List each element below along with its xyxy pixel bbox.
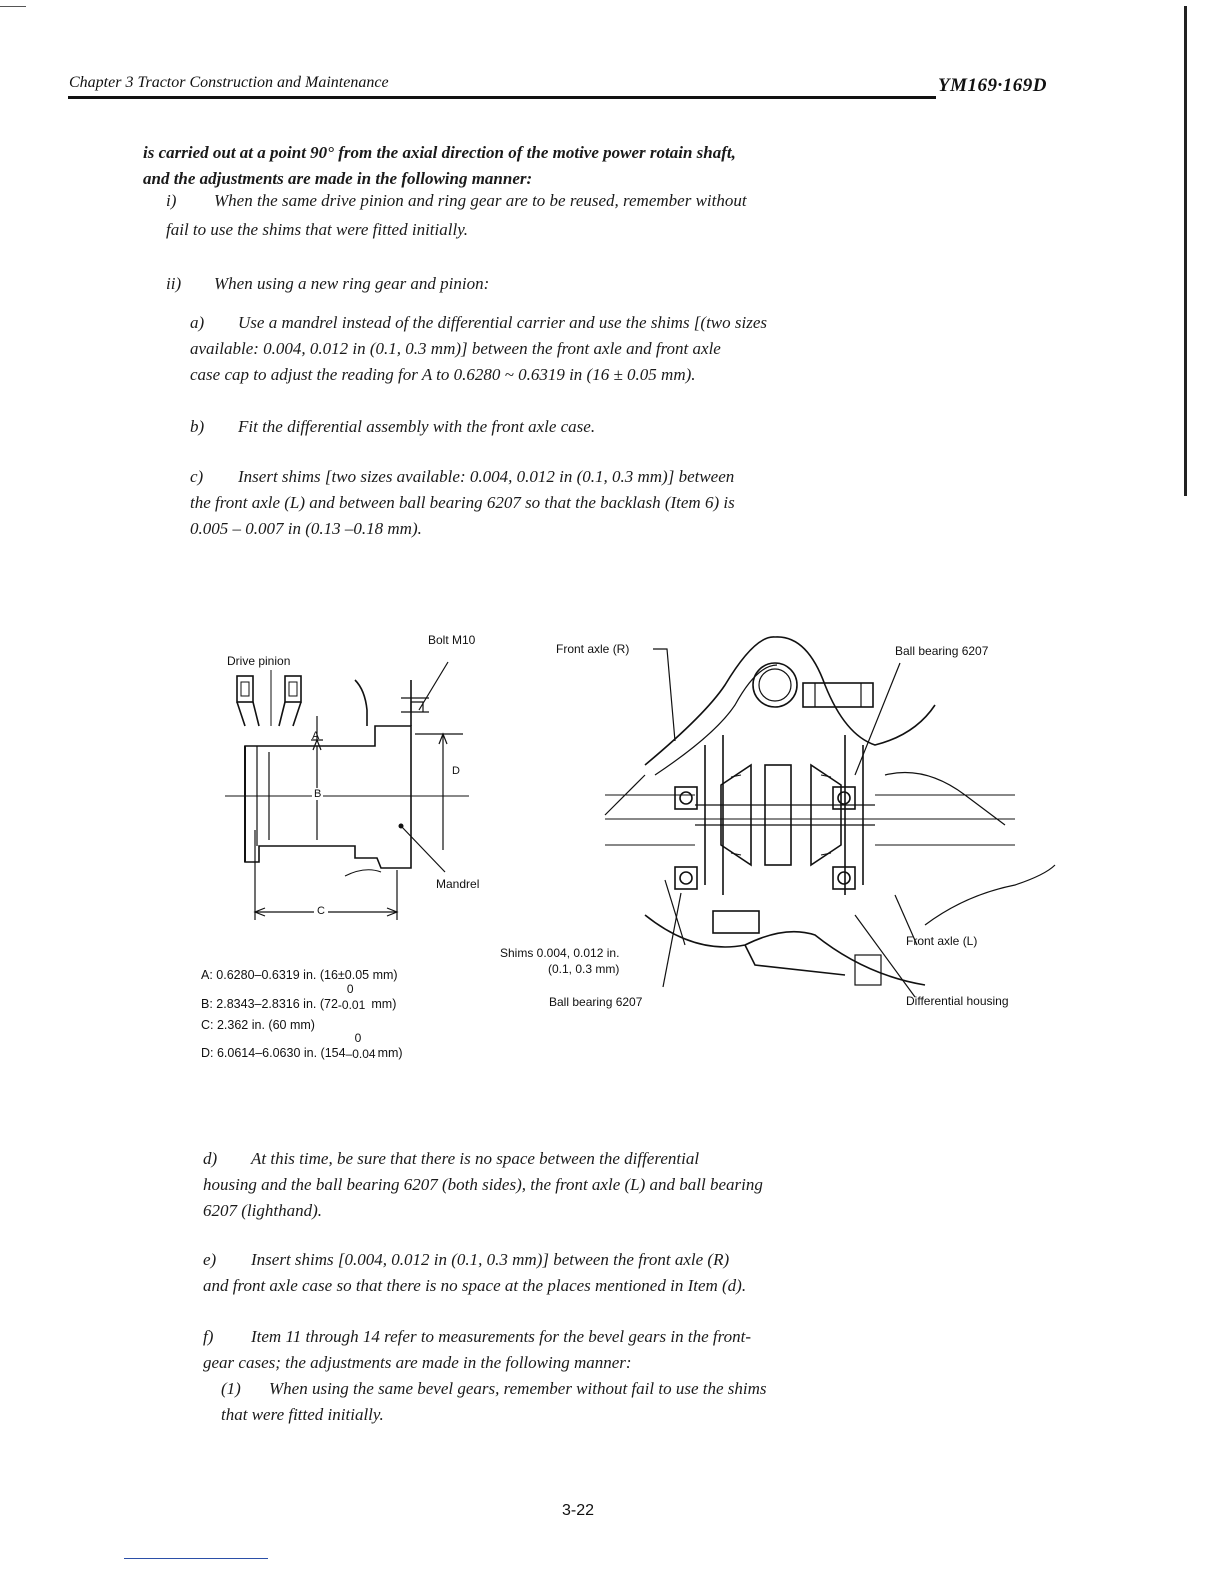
spec-b-main: B: 2.8343–2.8316 in. (72: [201, 997, 338, 1011]
lower-bolt: [713, 911, 759, 933]
differential-housing-label: Differential housing: [906, 994, 1009, 1008]
item-1-marker: (1): [221, 1379, 241, 1398]
item-e: [203, 1247, 883, 1299]
intro-paragraph: [143, 140, 903, 192]
item-c-line-1: Insert shims [two sizes available: 0.004, 0.012 in (0.1, 0.3 mm)] between: [238, 467, 735, 486]
spec-d-tol-bottom: –0.04: [345, 1047, 376, 1061]
side-gear-left: [721, 765, 751, 865]
item-f: [203, 1324, 883, 1376]
item-b: [190, 414, 880, 440]
spec-b: [201, 982, 397, 1012]
item-c-marker: c): [190, 467, 204, 486]
front-axle-r-label: Front axle (R): [556, 642, 630, 656]
item-a: [190, 310, 880, 388]
bolt-m10-label: Bolt M10: [428, 633, 476, 647]
spec-d-unit: mm): [377, 1046, 403, 1060]
item-1-line-2: that were fitted initially.: [221, 1405, 384, 1424]
item-c: [190, 464, 880, 542]
item-i-line-1: When the same drive pinion and ring gear are to be reused, remember without: [214, 191, 747, 210]
spec-b-tol-bottom: -0.01: [337, 998, 366, 1012]
dim-a-label: A: [312, 730, 320, 742]
item-b-text: Fit the differential assembly with the front axle case.: [238, 417, 596, 436]
mandrel-label: Mandrel: [436, 877, 480, 891]
item-i: [166, 188, 886, 243]
item-f-line-2: gear cases; the adjustments are made in the following manner:: [203, 1353, 632, 1372]
item-d-marker: d): [203, 1149, 218, 1168]
pinion-tooth-right: [285, 676, 301, 702]
right-edge-rule: [1184, 6, 1187, 496]
item-i-line-2: fail to use the shims that were fitted initially.: [166, 220, 469, 239]
item-a-line-3: case cap to adjust the reading for A to 0.6280 ~ 0.6319 in (16 ± 0.05 mm).: [190, 365, 696, 384]
bearing-upper-left: [675, 787, 697, 809]
side-gear-right: [811, 765, 841, 865]
item-a-marker: a): [190, 313, 205, 332]
item-f-line-1: Item 11 through 14 refer to measurements for the bevel gears in the front-: [251, 1327, 751, 1346]
cross-shaft: [765, 765, 791, 865]
top-left-rule: [0, 6, 26, 7]
item-ii-marker: ii): [166, 274, 182, 293]
spec-d-main: D: 6.0614–6.0630 in. (154: [201, 1046, 346, 1060]
item-b-marker: b): [190, 417, 205, 436]
ball-bearing-top-label: Ball bearing 6207: [895, 644, 989, 658]
spec-a: A: 0.6280–0.6319 in. (16±0.05 mm): [201, 968, 398, 982]
item-c-line-2: the front axle (L) and between ball bearing 6207 so that the backlash (Item 6) is: [190, 493, 735, 512]
shims-label-line-1: Shims 0.004, 0.012 in.: [500, 946, 620, 960]
dim-d-label: D: [452, 765, 460, 777]
pinion-shaft: [237, 702, 301, 726]
bearing-lower-right: [833, 867, 855, 889]
item-e-line-2: and front axle case so that there is no space at the places mentioned in Item (d).: [203, 1276, 747, 1295]
item-d-line-3: 6207 (lighthand).: [203, 1201, 322, 1220]
item-ii: [166, 271, 886, 297]
shims-label-line-2: (0.1, 0.3 mm): [548, 962, 620, 976]
intro-line-1: is carried out at a point 90° from the axial direction of the motive power rotain shaft,: [143, 143, 736, 162]
mandrel-body: [245, 726, 411, 868]
item-e-line-1: Insert shims [0.004, 0.012 in (0.1, 0.3 mm)] between the front axle (R): [251, 1250, 730, 1269]
item-d: [203, 1146, 883, 1224]
spec-b-tol-top: 0: [346, 982, 354, 996]
item-a-line-1: Use a mandrel instead of the differential carrier and use the shims [(two sizes: [238, 313, 768, 332]
dim-b-label: B: [314, 788, 322, 800]
model-number: YM169·169D: [938, 75, 1047, 96]
carrier-walls: [705, 735, 863, 895]
differential-assembly-diagram: [545, 625, 1065, 1010]
bearing-upper-right: [833, 787, 855, 809]
item-c-line-3: 0.005 – 0.007 in (0.13 –0.18 mm).: [190, 519, 422, 538]
page-number: 3-22: [562, 1502, 595, 1519]
case-flange: [355, 680, 411, 726]
bearing-lower-left: [675, 867, 697, 889]
dim-c-label: C: [314, 905, 328, 917]
spec-c: C: 2.362 in. (60 mm): [201, 1018, 315, 1032]
intro-line-2: and the adjustments are made in the following manner:: [143, 169, 533, 188]
chapter-title: Chapter 3 Tractor Construction and Maintenance: [69, 74, 389, 91]
item-1-line-1: When using the same bevel gears, remember without fail to use the shims: [269, 1379, 767, 1398]
spec-d: [201, 1031, 403, 1061]
item-f-marker: f): [203, 1327, 214, 1346]
front-axle-l-label: Front axle (L): [906, 934, 978, 948]
footer-rule: [124, 1558, 268, 1559]
pinion-tooth-left: [237, 676, 253, 702]
top-bolt: [803, 683, 873, 707]
drive-pinion-label: Drive pinion: [227, 654, 291, 668]
ball-bearing-bottom-label: Ball bearing 6207: [549, 995, 643, 1009]
spec-d-tol-top: 0: [354, 1031, 362, 1045]
header-rule: [68, 96, 936, 99]
lower-housing: [645, 915, 925, 985]
item-a-line-2: available: 0.004, 0.012 in (0.1, 0.3 mm)] between the front axle and front axle: [190, 339, 721, 358]
item-d-line-1: At this time, be sure that there is no space between the differential: [251, 1149, 700, 1168]
item-1: [221, 1376, 881, 1428]
item-i-marker: i): [166, 191, 177, 210]
item-d-line-2: housing and the ball bearing 6207 (both sides), the front axle (L) and ball bearing: [203, 1175, 763, 1194]
spec-b-unit: mm): [367, 997, 397, 1011]
item-ii-text: When using a new ring gear and pinion:: [214, 274, 490, 293]
item-e-marker: e): [203, 1250, 217, 1269]
